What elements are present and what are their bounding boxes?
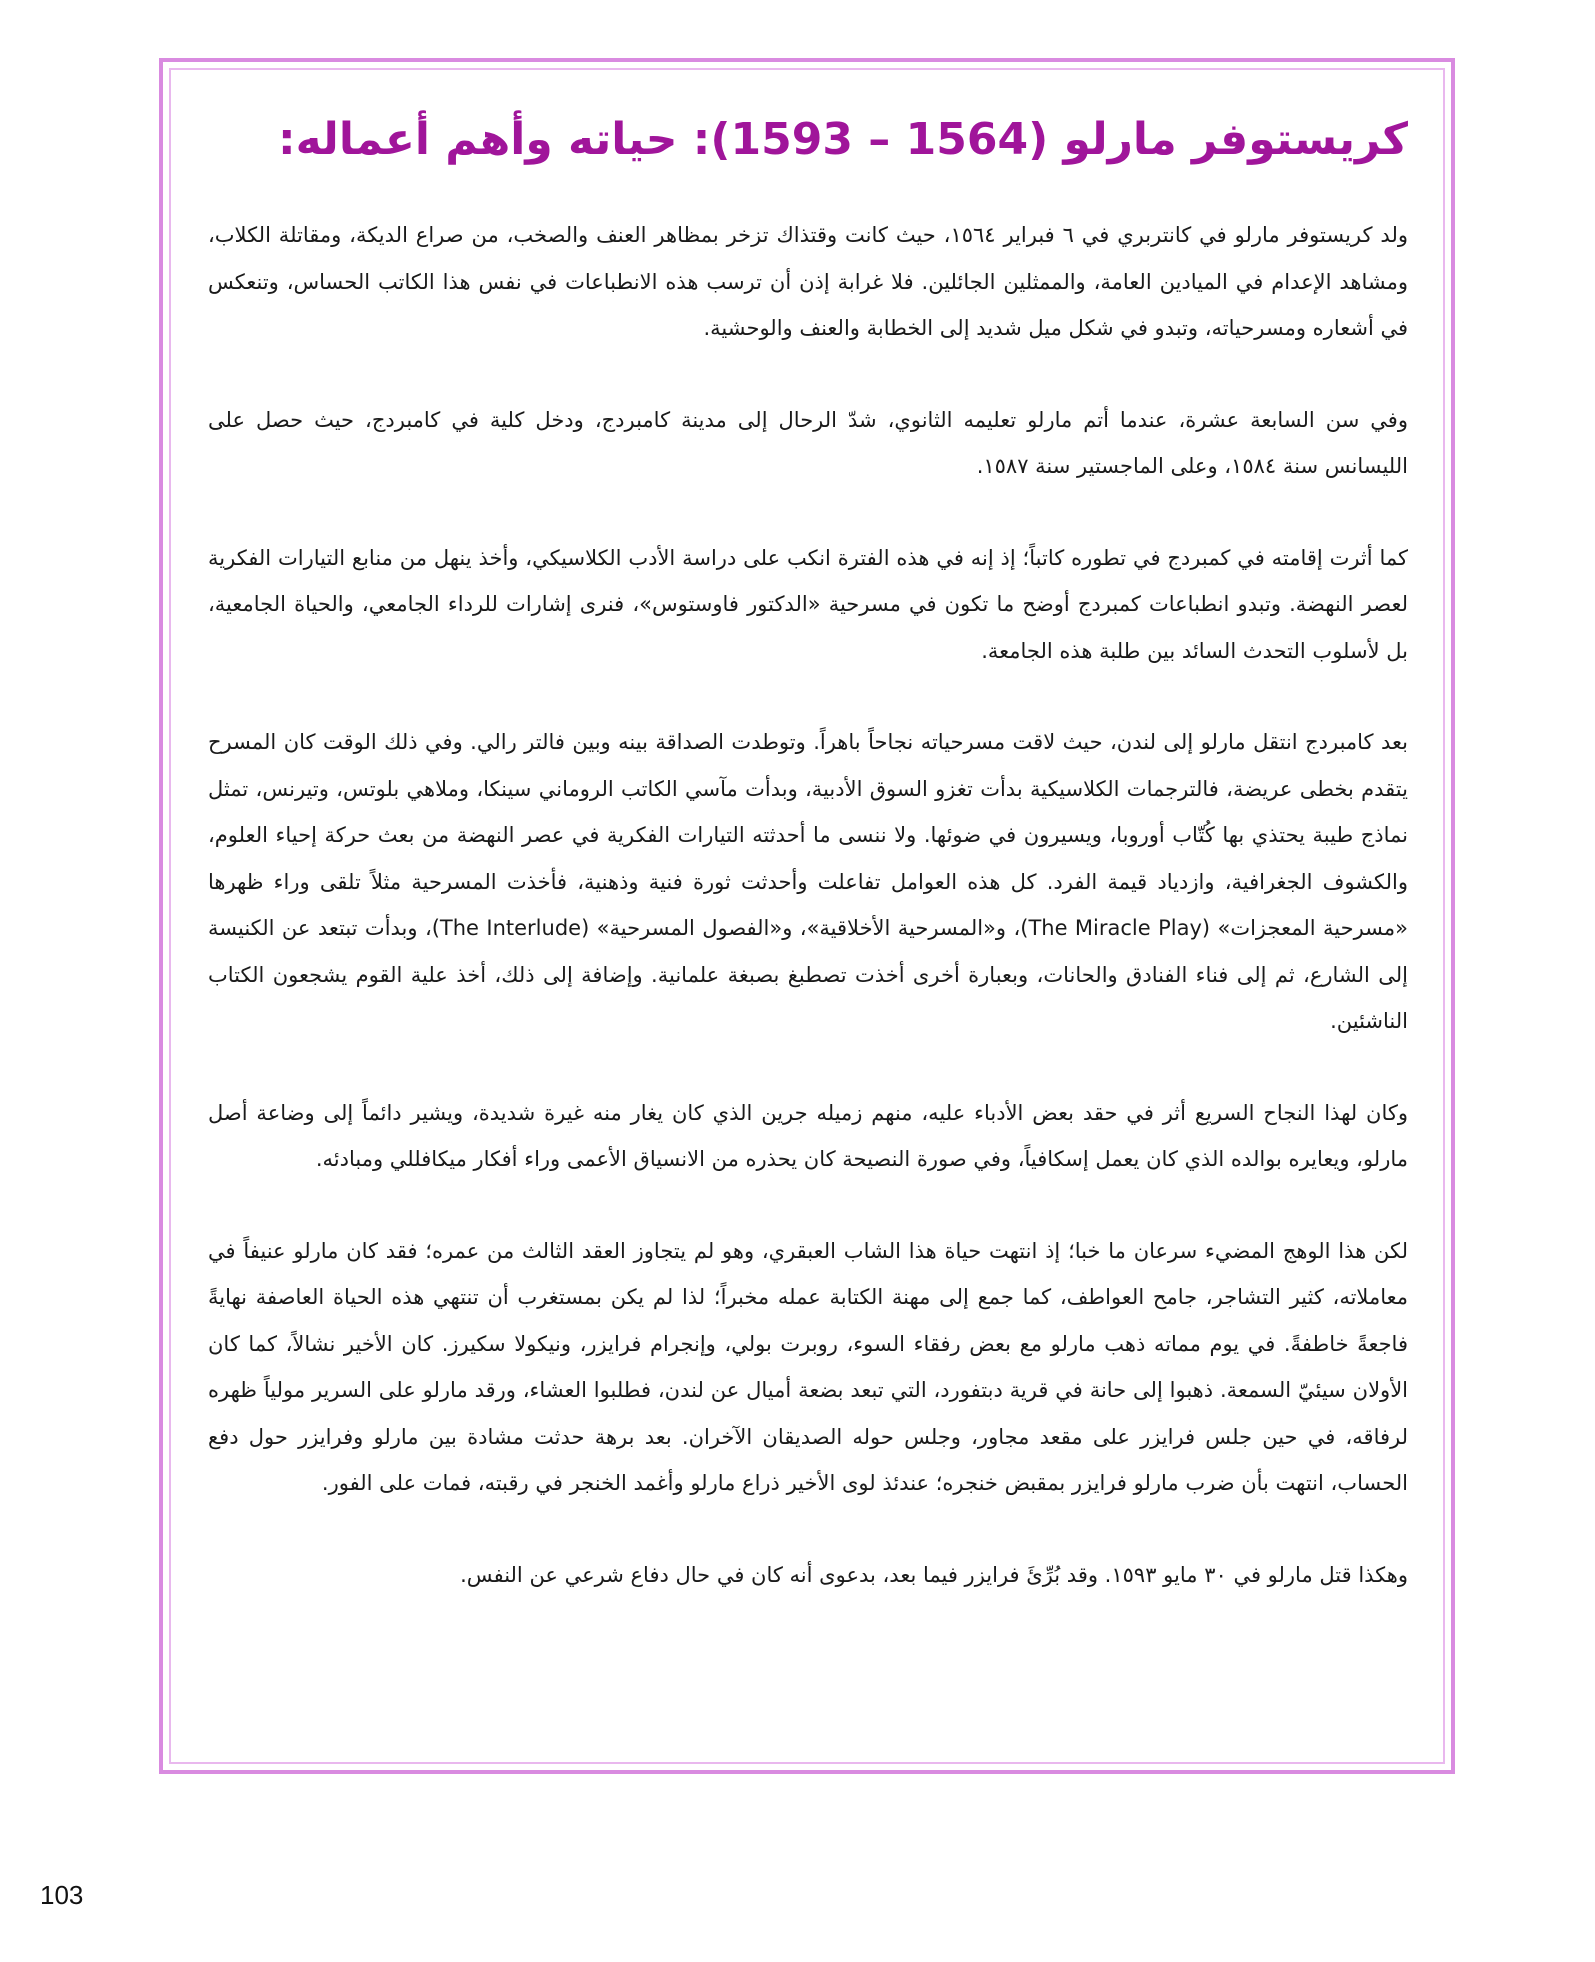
page-title: كريستوفر مارلو (1564 – 1593): حياته وأهم أعماله: — [278, 114, 1408, 165]
paragraph: بعد كامبردج انتقل مارلو إلى لندن، حيث لاقت مسرحياته نجاحاً باهراً. وتوطدت الصداقة بينه وبين فالتر رالي. وفي ذلك الوقت كان المسرح يتقدم بخطى عريضة، فالترجمات الكلاسيكية بدأت تغزو السوق الأدبية، وبدأت مآسي الكاتب الروماني سينكا، وملاهي بلوتس، وتيرنس، تمثل نماذج طيبة يحتذي بها كُتّاب أوروبا، ويسيرون في ضوئها. ولا ننسى ما أحدثته التيارات الفكرية في عصر النهضة من بعث حركة إحياء العلوم، والكشوف الجغرافية، وازدياد قيمة الفرد. كل هذه العوامل تفاعلت وأحدثت ثورة فنية وذهنية، فأخذت المسرحية مثلاً تلقى وراء ظهرها «مسرحية المعجزات» (The Miracle Play)، و«المسرحية الأخلاقية»، و«الفصول المسرحية» (The Interlude)، وبدأت تبتعد عن الكنيسة إلى الشارع، ثم إلى فناء الفنادق والحانات، وبعبارة أخرى أخذت تصطبغ بصبغة علمانية. وإضافة إلى ذلك، أخذ علية القوم يشجعون الكتاب الناشئين. — [208, 730, 1408, 1033]
paragraph: وفي سن السابعة عشرة، عندما أتم مارلو تعليمه الثانوي، شدّ الرحال إلى مدينة كامبردج، ودخل كلية في كامبردج، حيث حصل على الليسانس سنة ١٥٨٤، وعلى الماجستير سنة ١٥٨٧. — [208, 407, 1408, 478]
paragraph: ولد كريستوفر مارلو في كانتربري في ٦ فبراير ١٥٦٤، حيث كانت وقتذاك تزخر بمظاهر العنف والصخب، من صراع الديكة، ومقاتلة الكلاب، ومشاهد الإعدام في الميادين العامة، والممثلين الجائلين. فلا غرابة إذن أن ترسب هذه الانطباعات في نفس هذا الكاتب الحساس، وتنعكس في أشعاره ومسرحياته، وتبدو في شكل ميل شديد إلى الخطابة والعنف والوحشية. — [208, 223, 1408, 340]
paragraph: لكن هذا الوهج المضيء سرعان ما خبا؛ إذ انتهت حياة هذا الشاب العبقري، وهو لم يتجاوز العقد الثالث من عمره؛ فقد كان مارلو عنيفاً في معاملاته، كثير التشاجر، جامح العواطف، كما جمع إلى مهنة الكتابة عمله مخبراً؛ لذا لم يكن بمستغرب أن تنتهي هذه الحياة العاصفة نهايةً فاجعةً خاطفةً. في يوم مماته ذهب مارلو مع بعض رفقاء السوء، روبرت بولي، وإنجرام فرايزر، ونيكولا سكيرز. كان الأخير نشالاً، كما كان الأولان سيئيّ السمعة. ذهبوا إلى حانة في قرية دبتفورد، التي تبعد بضعة أميال عن لندن، فطلبوا العشاء، ورقد مارلو على السرير مولياً ظهره لرفاقه، في حين جلس فرايزر على مقعد مجاور، وجلس حوله الصديقان الآخران. بعد برهة حدثت مشادة بين مارلو وفرايزر حول دفع الحساب، انتهت بأن ضرب مارلو فرايزر بمقبض خنجره؛ عندئذ لوى الأخير ذراع مارلو وأغمد الخنجر في رقبته، فمات على الفور. — [208, 1238, 1408, 1495]
paragraph: كما أثرت إقامته في كمبردج في تطوره كاتباً؛ إذ إنه في هذه الفترة انكب على دراسة الأدب الكلاسيكي، وأخذ ينهل من منابع التيارات الفكرية لعصر النهضة. وتبدو انطباعات كمبردج أوضح ما تكون في مسرحية «الدكتور فاوستوس»، فنرى إشارات للرداء الجامعي، والحياة الجامعية، بل لأسلوب التحدث السائد بين طلبة هذه الجامعة. — [208, 545, 1408, 663]
page-number: 103 — [40, 1880, 84, 1910]
article-body — [208, 110, 1408, 1643]
paragraph: وهكذا قتل مارلو في ٣٠ مايو ١٥٩٣. وقد بُرِّئَ فرايزر فيما بعد، بدعوى أنه كان في حال دفاع شرعي عن النفس. — [460, 1562, 1408, 1587]
paragraph: وكان لهذا النجاح السريع أثر في حقد بعض الأدباء عليه، منهم زميله جرين الذي كان يغار منه غيرة شديدة، ويشير دائماً إلى وضاعة أصل مارلو، ويعايره بوالده الذي كان يعمل إسكافياً، وفي صورة النصيحة كان يحذره من الانسياق الأعمى وراء أفكار ميكافللي ومبادئه. — [208, 1100, 1408, 1171]
